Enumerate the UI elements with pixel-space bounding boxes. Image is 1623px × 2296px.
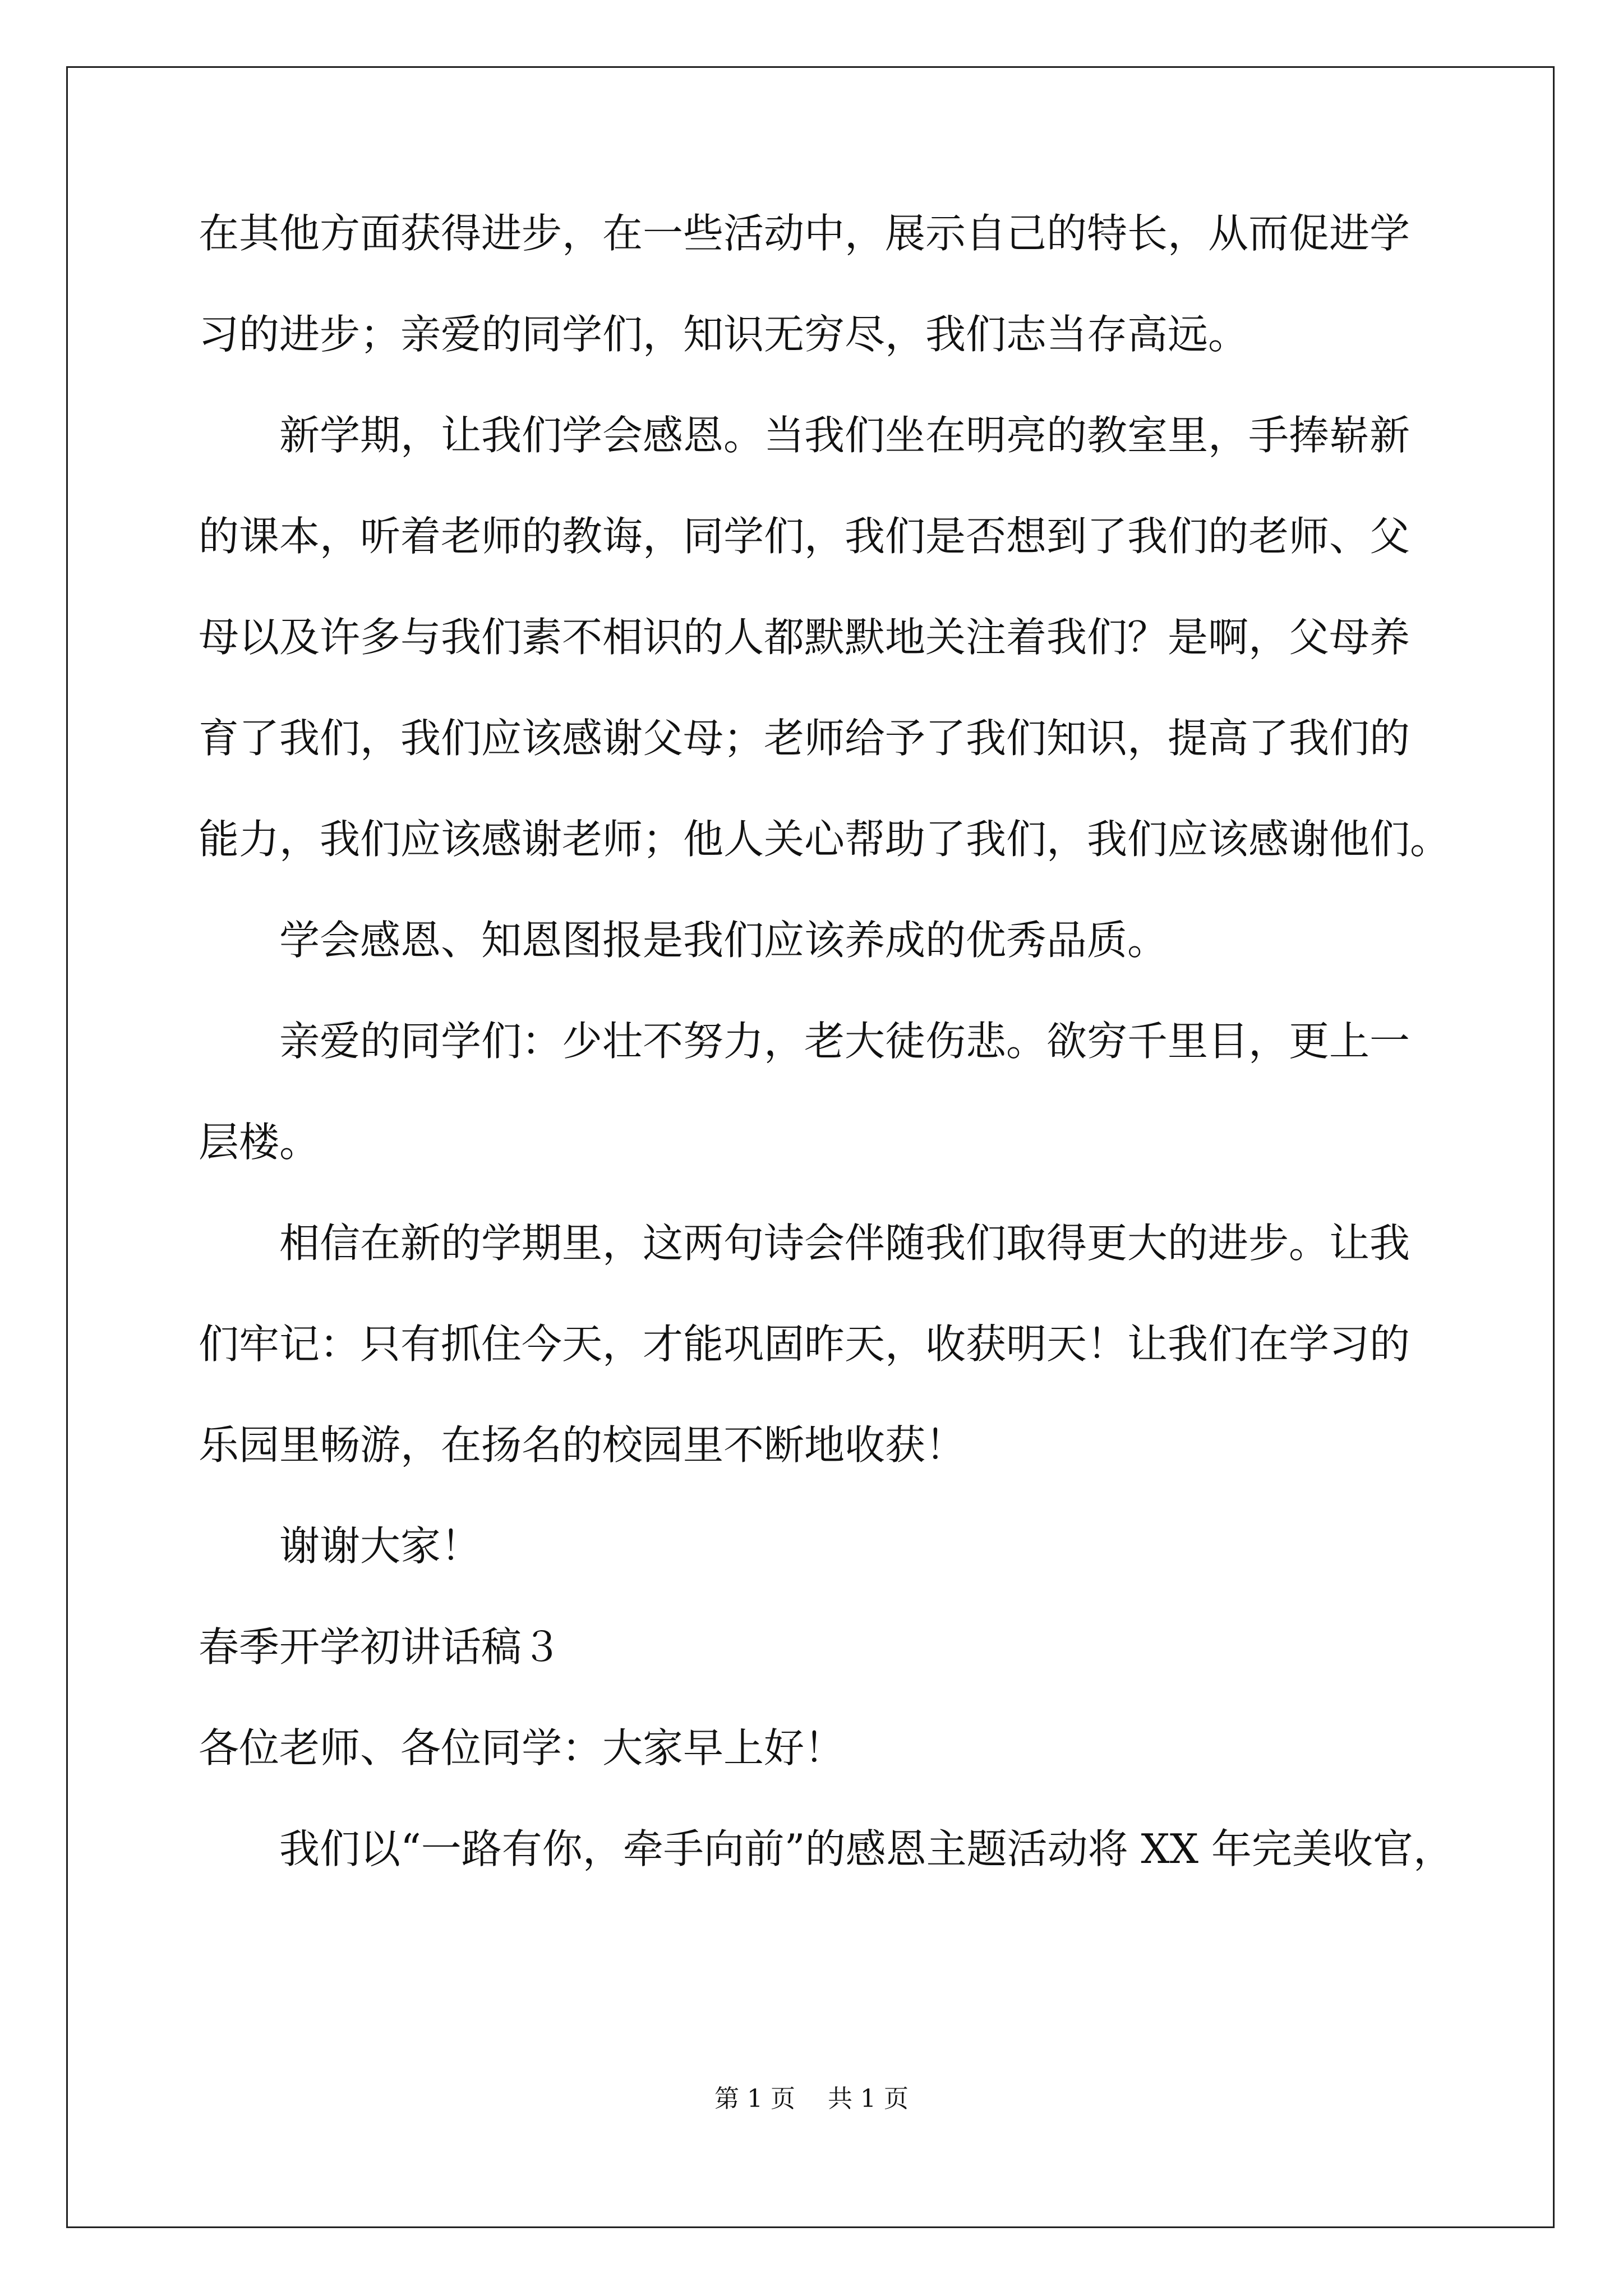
paragraph-start: 相信在新的学期里，这两句诗会伴随我们取得更大的进步。让我 — [279, 1220, 1410, 1267]
salutation: 各位老师、各位同学：大家早上好！ — [199, 1724, 845, 1772]
closing-line: 谢谢大家！ — [279, 1522, 482, 1570]
paragraph-start: 我们以“一路有你，牵手向前”的感恩主题活动将 XX 年完美收官， — [279, 1825, 1454, 1872]
document-body — [199, 210, 1488, 1930]
page-number-current: 第 1 页 — [714, 2085, 795, 2113]
page-footer — [0, 2078, 1623, 2114]
text-line: 育了我们，我们应该感谢父母；老师给予了我们知识，提高了我们的 — [199, 715, 1410, 762]
text-line: 在其他方面获得进步，在一些活动中，展示自己的特长，从而促进学 — [199, 210, 1410, 257]
paragraph-start: 新学期，让我们学会感恩。当我们坐在明亮的教室里，手捧崭新 — [279, 412, 1410, 459]
section-heading: 春季开学初讲话稿３ — [199, 1623, 562, 1671]
paragraph-start: 亲爱的同学们：少壮不努力，老大徒伤悲。欲穷千里目，更上一 — [279, 1018, 1410, 1065]
page-number-total: 共 1 页 — [828, 2085, 909, 2113]
text-line: 能力，我们应该感谢老师；他人关心帮助了我们，我们应该感谢他们。 — [199, 816, 1451, 863]
text-line: 的课本，听着老师的教诲，同学们，我们是否想到了我们的老师、父 — [199, 513, 1410, 560]
text-line: 母以及许多与我们素不相识的人都默默地关注着我们？是啊，父母养 — [199, 614, 1410, 661]
paragraph-start: 学会感恩、知恩图报是我们应该养成的优秀品质。 — [279, 917, 1168, 964]
text-line: 层楼。 — [199, 1119, 320, 1166]
text-line: 们牢记：只有抓住今天，才能巩固昨天，收获明天！让我们在学习的 — [199, 1320, 1410, 1368]
text-line: 习的进步；亲爱的同学们，知识无穷尽，我们志当存高远。 — [199, 311, 1249, 358]
text-line: 乐园里畅游，在扬名的校园里不断地收获！ — [199, 1421, 966, 1469]
